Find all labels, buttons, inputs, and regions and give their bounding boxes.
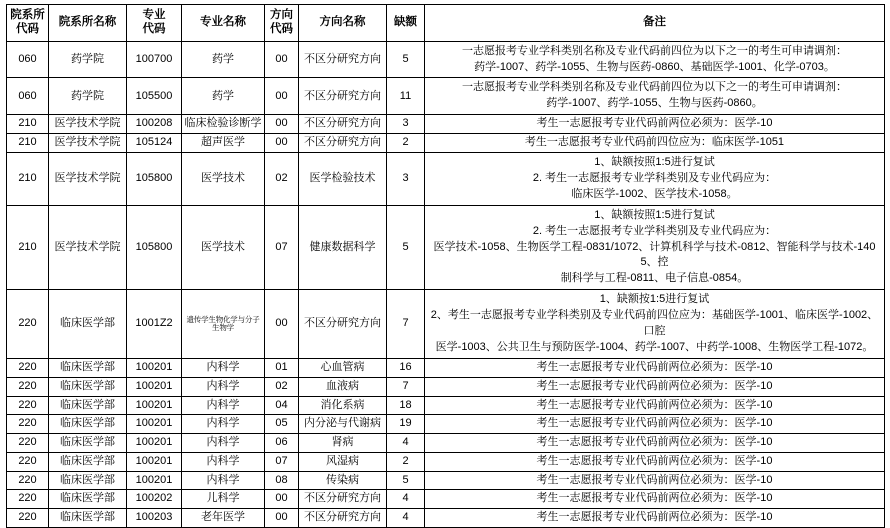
cell-note: [425, 78, 885, 115]
cell-dept-name: 临床医学部: [49, 490, 127, 509]
cell-major-code: 100208: [127, 115, 182, 134]
cell-direction-name: 不区分研究方向: [299, 509, 387, 528]
cell-dept-name: 临床医学部: [49, 509, 127, 528]
adjustment-quota-table: [6, 4, 885, 528]
note-line: 考生一志愿报考专业代码前四位应为：临床医学-1051: [524, 136, 785, 149]
note-line: 2、考生一志愿报考专业学科类别及专业代码前四位应为：基础医学-1001、临床医学-1002、口腔: [430, 309, 879, 338]
cell-direction-code: 02: [265, 152, 299, 205]
cell-direction-name: 不区分研究方向: [299, 134, 387, 153]
cell-major-code: 100201: [127, 452, 182, 471]
note-line: 考生一志愿报考专业代码前两位必须为：医学-10: [536, 436, 773, 449]
cell-dept-code: 220: [7, 490, 49, 509]
cell-dept-code: 220: [7, 509, 49, 528]
cell-major-code: 105124: [127, 134, 182, 153]
cell-dept-code: 220: [7, 415, 49, 434]
cell-dept-code: 210: [7, 152, 49, 205]
note-line: 制科学与工程-0811、电子信息-0854。: [560, 272, 749, 285]
column-header-dept-name: 院系所名称: [49, 5, 127, 42]
cell-quota: 7: [387, 377, 425, 396]
cell-direction-code: 06: [265, 434, 299, 453]
cell-major-code: 100203: [127, 509, 182, 528]
cell-note: [425, 452, 885, 471]
note-line: 2. 考生一志愿报考专业学科类别及专业代码应为：: [532, 171, 777, 184]
cell-direction-name: 不区分研究方向: [299, 290, 387, 359]
cell-note: [425, 41, 885, 78]
table-row: [7, 152, 885, 205]
cell-note: [425, 359, 885, 378]
cell-direction-code: 07: [265, 205, 299, 290]
cell-note: [425, 377, 885, 396]
cell-direction-name: 内分泌与代谢病: [299, 415, 387, 434]
cell-major-name: 老年医学: [182, 509, 265, 528]
cell-major-code: 1001Z2: [127, 290, 182, 359]
cell-direction-code: 00: [265, 78, 299, 115]
column-header-quota: 缺额: [387, 5, 425, 42]
cell-major-name: 内科学: [182, 396, 265, 415]
table-row: [7, 396, 885, 415]
cell-dept-code: 060: [7, 78, 49, 115]
cell-dept-name: 医学技术学院: [49, 205, 127, 290]
cell-dept-code: 220: [7, 290, 49, 359]
cell-direction-name: 心血管病: [299, 359, 387, 378]
cell-note: [425, 471, 885, 490]
cell-dept-name: 临床医学部: [49, 377, 127, 396]
cell-direction-code: 05: [265, 415, 299, 434]
note-line: 医学-1003、公共卫生与预防医学-1004、药学-1007、中药学-1008、生物医学工程-1072。: [435, 341, 874, 354]
cell-major-code: 100202: [127, 490, 182, 509]
cell-note: [425, 152, 885, 205]
table-row: [7, 41, 885, 78]
cell-quota: 18: [387, 396, 425, 415]
cell-direction-code: 04: [265, 396, 299, 415]
cell-major-name: 医学技术: [182, 152, 265, 205]
cell-direction-code: 08: [265, 471, 299, 490]
cell-direction-name: 消化系病: [299, 396, 387, 415]
table-header: [7, 5, 885, 42]
table-row: [7, 78, 885, 115]
note-line: 考生一志愿报考专业代码前两位必须为：医学-10: [536, 361, 773, 374]
cell-major-code: 100201: [127, 434, 182, 453]
cell-direction-code: 00: [265, 490, 299, 509]
column-header-major-code: 专业 代码: [127, 5, 182, 42]
table-row: [7, 434, 885, 453]
cell-note: [425, 205, 885, 290]
cell-major-name: 内科学: [182, 415, 265, 434]
cell-quota: 11: [387, 78, 425, 115]
cell-quota: 4: [387, 509, 425, 528]
column-header-direction-code: 方向 代码: [265, 5, 299, 42]
cell-quota: 5: [387, 205, 425, 290]
cell-quota: 3: [387, 115, 425, 134]
cell-direction-name: 医学检验技术: [299, 152, 387, 205]
cell-quota: 4: [387, 434, 425, 453]
note-line: 药学-1007、药学-1055、生物与医药-0860、基础医学-1001、化学-0703。: [474, 60, 835, 73]
cell-quota: 5: [387, 471, 425, 490]
cell-major-code: 105800: [127, 205, 182, 290]
cell-dept-code: 220: [7, 452, 49, 471]
note-line: 医学技术-1058、生物医学工程-0831/1072、计算机科学与技术-0812、智能科学与技术-1405、控: [433, 240, 876, 269]
table-row: [7, 490, 885, 509]
cell-dept-name: 药学院: [49, 41, 127, 78]
cell-direction-name: 风湿病: [299, 452, 387, 471]
cell-major-name: 药学: [182, 78, 265, 115]
cell-dept-code: 210: [7, 115, 49, 134]
table-row: [7, 471, 885, 490]
cell-dept-code: 060: [7, 41, 49, 78]
table-row: [7, 134, 885, 153]
cell-dept-name: 临床医学部: [49, 359, 127, 378]
cell-dept-name: 临床医学部: [49, 396, 127, 415]
cell-major-code: 100201: [127, 415, 182, 434]
cell-note: [425, 290, 885, 359]
cell-direction-name: 不区分研究方向: [299, 115, 387, 134]
cell-dept-code: 210: [7, 205, 49, 290]
cell-direction-name: 不区分研究方向: [299, 41, 387, 78]
cell-note: [425, 509, 885, 528]
cell-dept-code: 220: [7, 434, 49, 453]
cell-major-code: 100201: [127, 377, 182, 396]
cell-direction-name: 传染病: [299, 471, 387, 490]
note-line: 考生一志愿报考专业代码前两位必须为：医学-10: [536, 492, 773, 505]
cell-direction-code: 00: [265, 134, 299, 153]
cell-note: [425, 415, 885, 434]
table-body: [7, 41, 885, 527]
cell-major-name: 超声医学: [182, 134, 265, 153]
cell-direction-code: 00: [265, 41, 299, 78]
cell-dept-name: 药学院: [49, 78, 127, 115]
table-row: [7, 377, 885, 396]
column-header-dept-code: 院系所 代码: [7, 5, 49, 42]
cell-note: [425, 396, 885, 415]
note-line: 药学-1007、药学-1055、生物与医药-0860。: [546, 97, 763, 110]
cell-note: [425, 115, 885, 134]
cell-direction-name: 不区分研究方向: [299, 490, 387, 509]
cell-quota: 4: [387, 490, 425, 509]
cell-direction-code: 00: [265, 509, 299, 528]
cell-dept-code: 220: [7, 396, 49, 415]
note-line: 考生一志愿报考专业代码前两位必须为：医学-10: [536, 511, 773, 524]
table-header-row: [7, 5, 885, 42]
cell-direction-code: 07: [265, 452, 299, 471]
cell-dept-code: 220: [7, 471, 49, 490]
note-line: 考生一志愿报考专业代码前两位必须为：医学-10: [536, 117, 773, 130]
note-line: 一志愿报考专业学科类别名称及专业代码前四位为以下之一的考生可申请调剂：: [462, 81, 847, 94]
table-row: [7, 452, 885, 471]
cell-quota: 2: [387, 134, 425, 153]
cell-dept-name: 医学技术学院: [49, 134, 127, 153]
cell-major-name: 内科学: [182, 471, 265, 490]
cell-note: [425, 434, 885, 453]
cell-quota: 2: [387, 452, 425, 471]
cell-major-name: 临床检验诊断学: [182, 115, 265, 134]
cell-major-code: 100700: [127, 41, 182, 78]
cell-major-name: [182, 290, 265, 359]
table-row: [7, 359, 885, 378]
cell-major-name: 医学技术: [182, 205, 265, 290]
cell-major-name: 儿科学: [182, 490, 265, 509]
cell-direction-name: 肾病: [299, 434, 387, 453]
cell-major-code: 100201: [127, 396, 182, 415]
cell-direction-name: 血液病: [299, 377, 387, 396]
table-row: [7, 115, 885, 134]
cell-quota: 3: [387, 152, 425, 205]
cell-major-code: 100201: [127, 359, 182, 378]
cell-dept-code: 220: [7, 377, 49, 396]
cell-note: [425, 134, 885, 153]
cell-major-name: 内科学: [182, 377, 265, 396]
cell-direction-code: 00: [265, 115, 299, 134]
cell-dept-name: 临床医学部: [49, 290, 127, 359]
cell-major-code: 105800: [127, 152, 182, 205]
cell-dept-name: 临床医学部: [49, 471, 127, 490]
cell-dept-name: 医学技术学院: [49, 115, 127, 134]
cell-major-name: 内科学: [182, 359, 265, 378]
cell-dept-code: 210: [7, 134, 49, 153]
note-line: 1、缺额按照1:5进行复试: [594, 155, 715, 168]
note-line: 2. 考生一志愿报考专业学科类别及专业代码应为：: [532, 224, 777, 237]
cell-direction-code: 02: [265, 377, 299, 396]
note-line: 考生一志愿报考专业代码前两位必须为：医学-10: [536, 454, 773, 467]
major-name-text: 遗传学生物化学与分子生物学: [186, 314, 260, 333]
cell-dept-name: 临床医学部: [49, 434, 127, 453]
note-line: 1、缺额按照1:5进行复试: [594, 208, 715, 221]
note-line: 1、缺额按1:5进行复试: [599, 293, 710, 306]
table-row: [7, 509, 885, 528]
note-line: 临床医学-1002、医学技术-1058。: [571, 187, 738, 200]
cell-note: [425, 490, 885, 509]
cell-dept-name: 医学技术学院: [49, 152, 127, 205]
cell-dept-name: 临床医学部: [49, 452, 127, 471]
cell-dept-code: 220: [7, 359, 49, 378]
note-line: 考生一志愿报考专业代码前两位必须为：医学-10: [536, 473, 773, 486]
note-line: 考生一志愿报考专业代码前两位必须为：医学-10: [536, 417, 773, 430]
column-header-direction-name: 方向名称: [299, 5, 387, 42]
table-row: [7, 290, 885, 359]
cell-quota: 16: [387, 359, 425, 378]
cell-direction-code: 01: [265, 359, 299, 378]
column-header-major-name: 专业名称: [182, 5, 265, 42]
cell-direction-name: 不区分研究方向: [299, 78, 387, 115]
cell-quota: 7: [387, 290, 425, 359]
note-line: 一志愿报考专业学科类别名称及专业代码前四位为以下之一的考生可申请调剂：: [462, 44, 847, 57]
cell-quota: 5: [387, 41, 425, 78]
cell-major-code: 100201: [127, 471, 182, 490]
cell-major-name: 内科学: [182, 452, 265, 471]
cell-major-name: 药学: [182, 41, 265, 78]
cell-major-name: 内科学: [182, 434, 265, 453]
note-line: 考生一志愿报考专业代码前两位必须为：医学-10: [536, 398, 773, 411]
cell-dept-name: 临床医学部: [49, 415, 127, 434]
cell-major-code: 105500: [127, 78, 182, 115]
note-line: 考生一志愿报考专业代码前两位必须为：医学-10: [536, 379, 773, 392]
cell-direction-code: 00: [265, 290, 299, 359]
column-header-note: 备注: [425, 5, 885, 42]
cell-quota: 19: [387, 415, 425, 434]
cell-direction-name: 健康数据科学: [299, 205, 387, 290]
table-row: [7, 205, 885, 290]
table-row: [7, 415, 885, 434]
